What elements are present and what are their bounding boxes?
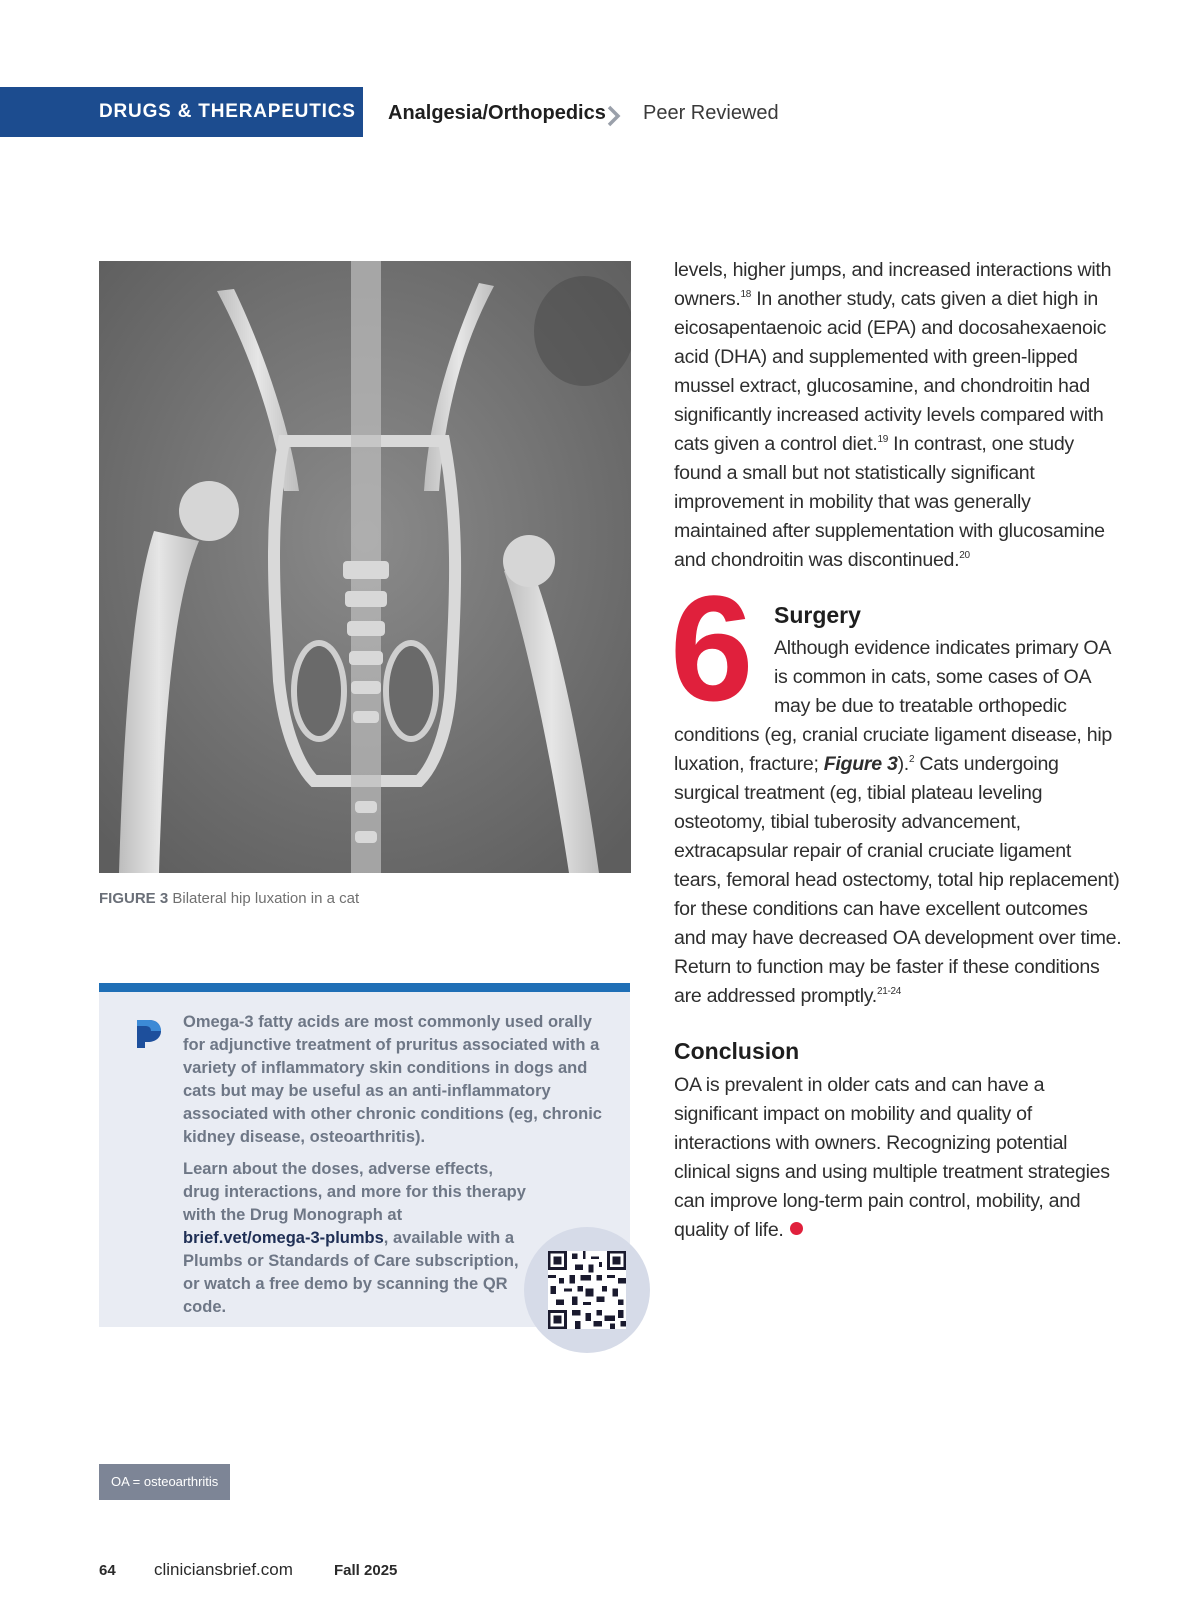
- figure-label: FIGURE 3: [99, 890, 169, 907]
- intro-text-c: In contrast, one study found a small but not statistically significant improvement in mobility that was generally maintained after supplementation with glucosamine and chondroitin was discontinued.: [674, 433, 1105, 571]
- body-text-conclusion: [674, 1071, 1122, 1245]
- callout-cta-text-end: , available with a Plumbs or Standards of Care subscription, or watch a free demo by scanning the QR code.: [183, 1229, 519, 1316]
- reference-19: 19: [877, 434, 889, 445]
- surgery-text-b: ).: [897, 753, 909, 775]
- body-text-surgery: [674, 721, 1122, 1011]
- figure-caption: [99, 890, 359, 907]
- page-number: 64: [99, 1562, 116, 1579]
- surgery-text-a: conditions (eg, cranial cruciate ligament disease, hip luxation, fracture;: [674, 724, 1112, 775]
- surgery-heading: Surgery: [774, 602, 861, 628]
- intro-text-a: levels, higher jumps, and increased interactions with owners.: [674, 259, 1112, 310]
- reference-2: 2: [908, 754, 915, 765]
- footer-site-link[interactable]: cliniciansbrief.com: [154, 1560, 293, 1579]
- reference-20: 20: [959, 550, 970, 561]
- figure-reference-link[interactable]: Figure 3: [823, 753, 898, 775]
- qr-code-icon[interactable]: [548, 1251, 626, 1329]
- reference-21-24: 21-24: [876, 986, 902, 997]
- abbreviation-badge: OA = osteoarthritis: [99, 1464, 230, 1500]
- conclusion-heading: Conclusion: [674, 1038, 800, 1064]
- conclusion-paragraph: [674, 1071, 1122, 1245]
- plumbs-logo-icon: [133, 1016, 163, 1050]
- callout-paragraph: Omega-3 fatty acids are most commonly used orally for adjunctive treatment of pruritus associated with a variety of inflammatory skin conditions in dogs and cats but may be useful as an anti-inflammatory associated with other chronic conditions (eg, chronic kidney disease, osteoarthritis).: [183, 1013, 602, 1146]
- section-number: 6: [670, 564, 754, 732]
- surgery-text-c: Cats undergoing surgical treatment (eg, tibial plateau leveling osteotomy, tibial tuberosity advancement, extracapsular repair of cranial cruciate ligament tears, femoral head ostectomy, total hip replacement) for these conditions can have excellent outcomes and may have decreased OA development over time. Return to function may be faster if these conditions are addressed promptly.: [674, 753, 1122, 1007]
- section-label: DRUGS & THERAPEUTICS: [99, 101, 356, 122]
- callout-cta-text: Learn about the doses, adverse effects, drug interactions, and more for this therapy with the Drug Monograph at: [183, 1160, 526, 1224]
- end-mark-icon: [790, 1222, 803, 1235]
- surgery-lead-text: Although evidence indicates primary OA is common in cats, some cases of OA may be due to treatable orthopedic: [774, 637, 1111, 717]
- callout-paragraph-cta: [183, 1158, 528, 1319]
- issue-label: Fall 2025: [334, 1562, 398, 1579]
- body-text-intro: [674, 256, 1122, 575]
- surgery-paragraph: [674, 721, 1122, 1011]
- conclusion-text: OA is prevalent in older cats and can have a significant impact on mobility and quality of interactions with owners. Recognizing potential clinical signs and using multiple treatment strategies can improve long-term pain control, mobility, and quality of life.: [674, 1074, 1110, 1241]
- intro-text-b: In another study, cats given a diet high in eicosapentaenoic acid (EPA) and docosahexaenoic acid (DHA) and supplemented with green-lipped mussel extract, glucosamine, and chondroitin had significantly increased activity levels compared with cats given a control diet.: [674, 288, 1107, 455]
- breadcrumb-status: Peer Reviewed: [643, 102, 779, 124]
- figure-caption-text: Bilateral hip luxation in a cat: [172, 890, 360, 907]
- intro-paragraph: [674, 256, 1122, 575]
- reference-18: 18: [740, 289, 752, 300]
- xray-figure-image: [99, 261, 631, 873]
- monograph-link[interactable]: brief.vet/omega-3-plumbs: [183, 1229, 384, 1247]
- chevron-right-icon: [604, 105, 624, 127]
- breadcrumb-category[interactable]: Analgesia/Orthopedics: [388, 102, 606, 124]
